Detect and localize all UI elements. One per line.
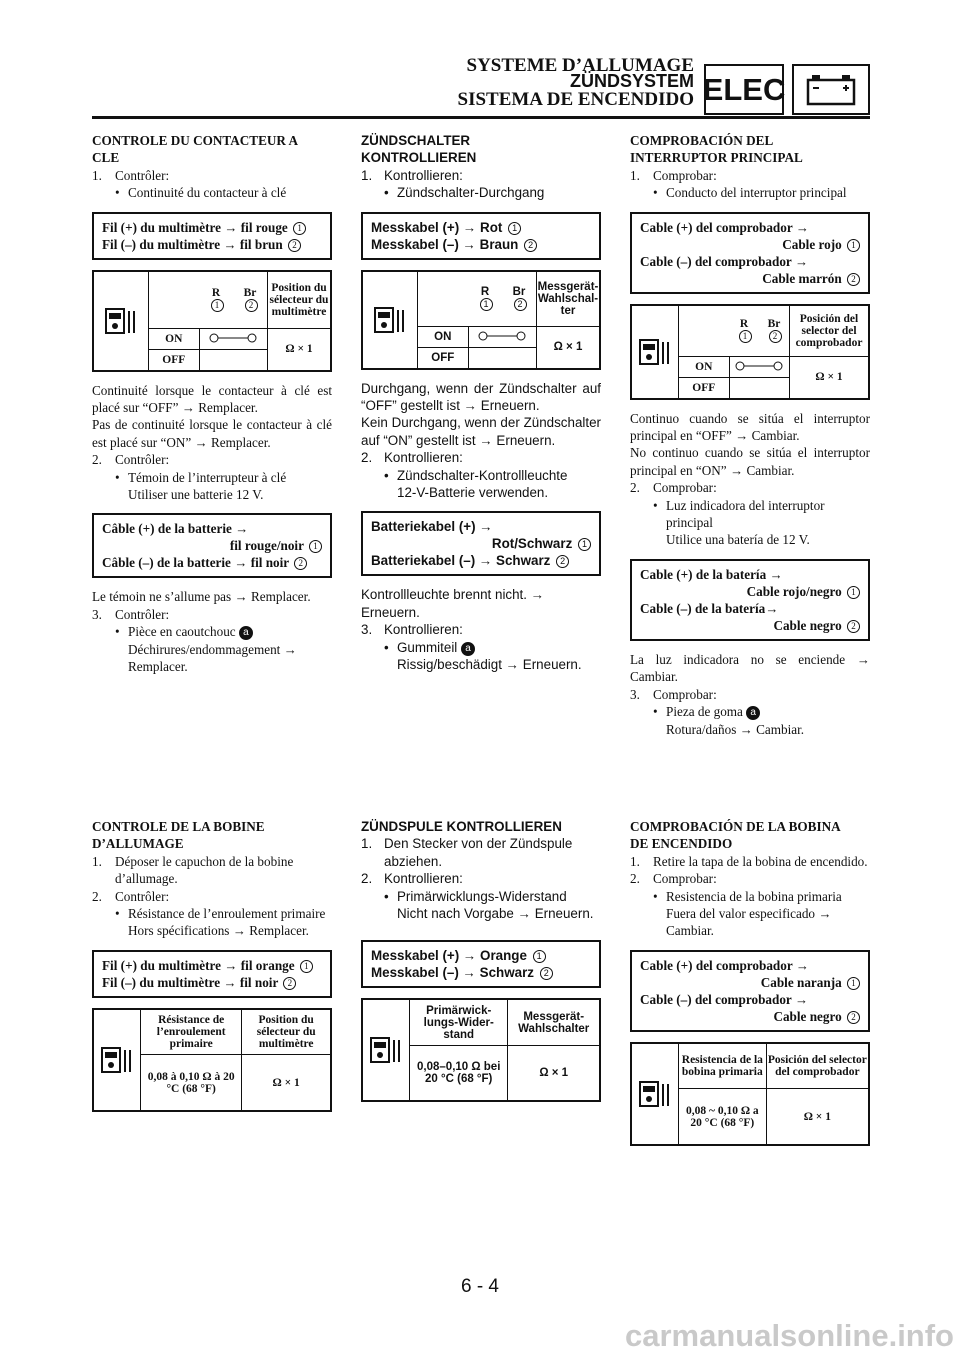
text: Continuité lorsque le contacteur à clé est placé sur “OFF” → Remplacer.: [92, 382, 332, 416]
text: 2: [540, 967, 553, 980]
text: No continuo cuando se sitúa el interruptor principal en “ON” → Cambiar.: [630, 445, 870, 478]
battery-connection-box: [92, 513, 332, 578]
text: Rissig/beschädigt → Erneuern.: [397, 657, 582, 673]
connection-box: [92, 212, 332, 260]
text: 1: [847, 239, 860, 252]
text: 2: [524, 239, 537, 252]
text: 0,08 à 0,10 Ω à 20 °C (68 °F): [141, 1055, 242, 1111]
section-title-es: SISTEMA DE ENCENDIDO: [457, 89, 694, 110]
text: 1: [578, 538, 591, 551]
text: Résistance de l’enroulement primaire: [128, 906, 326, 922]
text: DE ENCENDIDO: [630, 836, 733, 852]
text: fil rouge/noir: [229, 538, 304, 554]
text: Cable rojo/negro: [746, 583, 842, 599]
heading: CLE: [92, 150, 120, 166]
text: INTERRUPTOR PRINCIPAL: [630, 150, 803, 166]
text: Ω × 1: [537, 327, 601, 369]
continuity-table: [92, 270, 332, 372]
bullet-text: Continuité du contacteur à clé: [128, 185, 287, 201]
text: 2: [769, 330, 782, 343]
text: Posición del selector del comprobador: [790, 305, 870, 357]
multimeter-icon: [93, 1009, 141, 1111]
text: Resistencia de la bobina primaria: [679, 1043, 767, 1089]
multimeter-icon: [362, 999, 410, 1101]
text: 1: [847, 977, 860, 990]
continuity-table: [630, 304, 870, 400]
text: 1: [211, 299, 224, 312]
multimeter-icon: [362, 271, 418, 369]
text: Cable (+) del comprobador →: [640, 957, 809, 973]
text: Br: [767, 318, 781, 331]
text: ZÜNDSCHALTER: [361, 133, 471, 148]
text: Contrôler:: [115, 452, 170, 468]
text: Messkabel (–) → Schwarz: [371, 965, 534, 981]
column-de-bottom: ZÜNDSPULE KONTROLLIEREN 1. Den Stecker von der Zündspule abziehen. 2. Kontrollieren: • Primärwicklungs-Widerstand Nicht nach Vorgabe → Erneuern. Messkabel (+) → Orange 1 Messkabel (–) → Schwarz 2 Primärwick-lungs-Wider-stand Messgerät-Wahlschalter 0,08–0,10 Ω bei 20 °C (68 °F) Ω × 1: [361, 818, 601, 1112]
column-fr-top: CONTROLE DU CONTACTEUR A CLE 1. Contrôler: • Continuité du contacteur à clé Fil (+) du multimètre → fil rouge 1 Fil (–) du multimètre → fil brun 2 R 1 Br 2 Position du sélecteur du multimètre ON Ω × 1 OFF Continuité lorsque le contacteur à clé est placé sur “OFF” → Remplacer. Pas de continuité lorsque le contacteur à clé est placé sur “ON” → Remplacer. 2. Contrôler: • Témoin de l’interrupteur à clé Utiliser une batterie 12 V. Câble (+) de la batterie → fil rouge/noir 1 Câble (–) de la batterie → fil noir 2 Le témoin ne s’allume pas → Remplacer. 3. Contrôler: • Pièce en caoutchouc a Déchirures/endommagement → Remplacer.: [92, 133, 332, 675]
text: Cable naranja: [760, 974, 842, 990]
text: Ω × 1: [766, 1089, 869, 1145]
text: Ω × 1: [508, 1045, 600, 1101]
connection-box: [92, 950, 332, 998]
text: 2: [288, 239, 301, 252]
text: 12-V-Batterie verwenden.: [397, 485, 549, 501]
text: Résistance de l’enroulement primaire: [141, 1009, 242, 1055]
heading: CONTROLE DU CONTACTEUR A: [92, 133, 299, 148]
text: 2: [283, 977, 296, 990]
text: Rotura/daños → Cambiar.: [666, 721, 805, 737]
text: 2: [847, 1011, 860, 1024]
text: Fuera del valor especificado → Cambiar.: [666, 906, 832, 939]
text: Hors spécifications → Remplacer.: [128, 923, 309, 939]
text: 2: [847, 620, 860, 633]
text: Ω × 1: [790, 357, 870, 399]
text: Pieza de goma: [666, 704, 743, 720]
text: Br: [243, 287, 257, 300]
column-de-top: ZÜNDSCHALTER KONTROLLIEREN 1. Kontrollieren: • Zündschalter-Durchgang Messkabel (+) → Rot 1 Messkabel (–) → Braun 2 R 1 Br 2 Messgerät-Wahlschal-ter ON Ω × 1 OFF Durchgang, wenn der Zündschalter auf “OFF” gestellt ist → Erneuern. Kein Durchgang, wenn der Zündschalter auf “ON” gestellt ist → Erneuern. 2. Kontrollieren: • Zündschalter-Kontrollleuchte 12-V-Batterie verwenden. Batteriekabel (+) → Rot/Schwarz 1 Batteriekabel (–) → Schwarz 2 Kontrollleuchte brennt nicht. → Erneuern. 3. Kontrollieren: • Gummiteil a Rissig/beschädigt → Erneuern.: [361, 133, 601, 673]
text: Zündschalter-Kontrollleuchte: [397, 467, 568, 483]
text: Position du sélecteur du multimètre: [242, 1009, 331, 1055]
text: R: [480, 286, 490, 299]
text: Durchgang, wenn der Zündschalter auf “OFF” gestellt ist → Erneuern.: [361, 380, 601, 414]
text: OFF: [418, 348, 469, 369]
text: KONTROLLIEREN: [361, 150, 477, 166]
text: Contrôler:: [115, 888, 170, 904]
multimeter-icon: [631, 1043, 679, 1145]
text: Ω × 1: [268, 329, 332, 371]
text: 0,08 ~ 0,10 Ω a 20 °C (68 °F): [679, 1089, 767, 1145]
text: ON: [679, 357, 730, 378]
text: Cable (–) de la batería→: [640, 600, 779, 616]
text: ON: [418, 327, 469, 348]
text: a: [746, 706, 760, 720]
text: Batteriekabel (–) → Schwarz: [371, 553, 551, 569]
text: Ω × 1: [242, 1055, 331, 1111]
text: 2: [556, 555, 569, 568]
battery-connection-box: [630, 559, 870, 641]
text: Contrôler:: [115, 606, 170, 622]
text: Kontrollieren:: [384, 450, 463, 466]
battery-connection-box: [361, 511, 601, 576]
text: Kontrollieren:: [384, 622, 463, 638]
text: Retire la tapa de la bobina de encendido.: [653, 853, 868, 869]
resistance-table: [630, 1042, 870, 1146]
header-rule: [92, 116, 870, 119]
multimeter-icon: [631, 305, 679, 399]
text: Déposer le capuchon de la bobine d’allumage.: [115, 853, 294, 887]
text: a: [239, 626, 253, 640]
text: Le témoin ne s’allume pas → Remplacer.: [92, 589, 311, 605]
text: Kontrollieren:: [384, 167, 463, 183]
text: Br: [512, 286, 526, 299]
text: Cable (+) del comprobador →: [640, 219, 809, 235]
text: OFF: [679, 378, 730, 399]
text: Luz indicadora del interruptor principal: [666, 497, 825, 531]
text: 1: [508, 222, 521, 235]
text: R: [739, 318, 749, 331]
text: Gummiteil: [397, 639, 458, 655]
text: Zündschalter-Durchgang: [397, 185, 545, 201]
section-title-de: ZÜNDSYSTEM: [569, 71, 694, 91]
text: Continuo cuando se sitúa el interruptor principal en “OFF” → Cambiar.: [630, 410, 870, 444]
text: Kein Durchgang, wenn der Zündschalter auf “ON” gestellt ist → Erneuern.: [361, 415, 601, 448]
text: COMPROBACIÓN DEL: [630, 133, 774, 148]
text: Kontrollieren:: [384, 871, 463, 887]
text: Pièce en caoutchouc: [128, 624, 236, 640]
text: 2: [294, 557, 307, 570]
page-number: 6 - 4: [460, 1276, 500, 1297]
text: Fil (–) du multimètre → fil brun: [102, 236, 283, 252]
text: R: [211, 287, 221, 300]
text: Cable (+) de la batería →: [640, 566, 783, 582]
text: Fil (+) du multimètre → fil rouge: [102, 219, 288, 235]
text: Pas de continuité lorsque le contacteur à clé est placé sur “ON” → Remplacer.: [92, 417, 332, 450]
section-title-fr: SYSTEME D’ALLUMAGE: [466, 55, 694, 76]
text: Conducto del interruptor principal: [666, 185, 847, 201]
watermark: carmanualsonline.info: [624, 1318, 954, 1353]
text: 0,08–0,10 Ω bei 20 °C (68 °F): [410, 1045, 508, 1101]
text: Témoin de l’interrupteur à clé: [128, 469, 287, 485]
connection-box: [361, 212, 601, 260]
text: Comprobar:: [653, 686, 717, 702]
text: ON: [149, 329, 200, 350]
text: D’ALLUMAGE: [92, 836, 184, 852]
text: Primärwick-lungs-Wider-stand: [410, 999, 508, 1045]
text: Batteriekabel (+) →: [371, 519, 493, 535]
text: 2: [514, 298, 527, 311]
multimeter-icon: [93, 271, 149, 371]
text: a: [461, 642, 475, 656]
text: Câble (–) de la batterie → fil noir: [102, 555, 289, 571]
text: Rot/Schwarz: [491, 536, 573, 552]
continuity-table: [361, 270, 601, 370]
text: ZÜNDSPULE KONTROLLIEREN: [361, 819, 562, 834]
text: Messkabel (+) → Rot: [371, 219, 503, 235]
connection-box: [361, 940, 601, 988]
text: Utilice una batería de 12 V.: [666, 532, 810, 548]
resistance-table: [92, 1008, 332, 1112]
text: Cable rojo: [782, 236, 842, 252]
text: Den Stecker von der Zündspule abziehen.: [384, 836, 573, 869]
text: Messgerät-Wahlschalter: [508, 999, 600, 1045]
text: Fil (+) du multimètre → fil orange: [102, 957, 295, 973]
battery-icon: [792, 64, 870, 115]
text: Déchirures/endommagement → Remplacer.: [128, 641, 297, 675]
text: Comprobar:: [653, 480, 717, 496]
resistance-table: [361, 998, 601, 1102]
text: 1: [293, 222, 306, 235]
text: 2: [245, 299, 258, 312]
text: Resistencia de la bobina primaria: [666, 888, 842, 904]
text: Cable (–) del comprobador →: [640, 991, 809, 1007]
text: Messgerät-Wahlschal-ter: [537, 271, 601, 327]
text: Utiliser une batterie 12 V.: [128, 487, 264, 503]
text: COMPROBACIÓN DE LA BOBINA: [630, 819, 841, 834]
column-es-top: COMPROBACIÓN DEL INTERRUPTOR PRINCIPAL 1. Comprobar: • Conducto del interruptor principal Cable (+) del comprobador → Cable rojo 1 Cable (–) del comprobador → Cable marrón 2 R 1 Br 2 Posición del selector del comprobador ON Ω × 1 OFF Continuo cuando se sitúa el interruptor principal en “OFF” → Cambiar. No continuo cuando se sitúa el interruptor principal en “ON” → Cambiar. 2. Comprobar: • Luz indicadora del interruptor principal Utilice una batería de 12 V. Cable (+) de la batería → Cable rojo/negro 1 Cable (–) de la batería→ Cable negro 2 La luz indicadora no se enciende → Cambiar. 3. Comprobar: • Pieza de goma a Rotura/daños → Cambiar.: [630, 133, 870, 737]
text: Posición del selector del comprobador: [766, 1043, 869, 1089]
column-fr-bottom: CONTROLE DE LA BOBINE D’ALLUMAGE 1. Déposer le capuchon de la bobine d’allumage. 2. Contrôler: • Résistance de l’enroulement primaire Hors spécifications → Remplacer. Fil (+) du multimètre → fil orange 1 Fil (–) du multimètre → fil noir 2 Résistance de l’enroulement primaire Position du sélecteur du multimètre 0,08 à 0,10 Ω à 20 °C (68 °F) Ω × 1: [92, 818, 332, 1122]
text: Fil (–) du multimètre → fil noir: [102, 974, 279, 990]
text: Comprobar:: [653, 871, 717, 887]
elec-badge: ELEC: [704, 64, 784, 115]
text: 1: [480, 298, 493, 311]
text: 1: [847, 586, 860, 599]
text: 1: [533, 950, 546, 963]
text: Messkabel (–) → Braun: [371, 236, 519, 252]
text: OFF: [149, 350, 200, 371]
text: Cable (–) del comprobador →: [640, 253, 809, 269]
text: Nicht nach Vorgabe → Erneuern.: [397, 906, 594, 922]
text: Cable negro: [773, 1008, 842, 1024]
text: Kontrollleuchte brennt nicht. → Erneuern.: [361, 587, 545, 620]
column-es-bottom: COMPROBACIÓN DE LA BOBINA DE ENCENDIDO 1. Retire la tapa de la bobina de encendido. 2. Comprobar: • Resistencia de la bobina primaria Fuera del valor especificado → Cambiar. Cable (+) del comprobador → Cable naranja 1 Cable (–) del comprobador → Cable negro 2 Resistencia de la bobina primaria Posición del selector del comprobador 0,08 ~ 0,10 Ω a 20 °C (68 °F) Ω × 1: [630, 818, 870, 1156]
text: CONTROLE DE LA BOBINE: [92, 819, 265, 834]
connection-box: [630, 212, 870, 294]
text: Comprobar:: [653, 167, 717, 183]
text: Primärwicklungs-Widerstand: [397, 888, 567, 904]
text: La luz indicadora no se enciende → Cambiar.: [630, 651, 870, 685]
text: 1: [739, 330, 752, 343]
text: 1: [300, 960, 313, 973]
connection-box: [630, 950, 870, 1032]
text: Cable marrón: [762, 270, 842, 286]
text: Position du sélecteur du multimètre: [268, 271, 332, 329]
text: Cable negro: [773, 617, 842, 633]
text: Câble (+) de la batterie →: [102, 521, 249, 537]
text: 2: [847, 273, 860, 286]
text: Messkabel (+) → Orange: [371, 948, 527, 964]
text: 1: [309, 540, 322, 553]
step-text: Contrôler:: [115, 167, 170, 183]
